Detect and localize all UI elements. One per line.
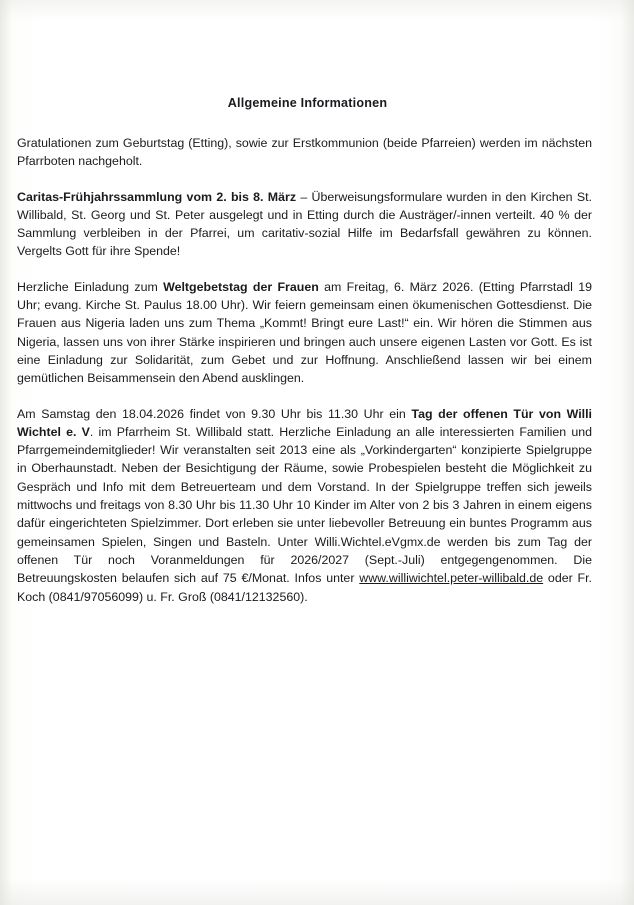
scan-edge-right (620, 0, 634, 905)
emphasis-text: Tag der offenen Tür von Willi Wichtel e. V (17, 406, 593, 439)
document-body (17, 134, 592, 606)
emphasis-text: Caritas-Frühjahrssammlung vom 2. bis 8. März (17, 189, 297, 204)
emphasis-text: Weltgebetstag der Frauen (163, 279, 319, 294)
body-text: . im Pfarrheim St. Willibald statt. Herzliche Einladung an alle interessierten Familien und Pfarrgemeindemitglieder! Wir veranstalten seit 2013 eine als „Vorkindergarten“ konzipierte Spielgruppe in Oberhaunstadt. Neben der Besichtigung der Räume, sowie Probespielen besteht die Möglichkeit zu Gespräch und Info mit dem Betreuerteam und dem Vorstand. In der Spielgruppe treffen sich jeweils mittwochs und freitags von 8.30 Uhr bis 11.30 Uhr 10 Kinder im Alter von 2 bis 3 Jahren in einem eigens dafür eingerichteten Spielzimmer. Dort erleben sie unter liebevoller Betreuung ein buntes Programm aus gemeinsamen Spielen, Singen und Basteln. Unter Willi.Wichtel.eVgmx.de werden bis zum Tag der offenen Tür noch Voranmeldungen für 2026/2027 (Sept.-Juli) entgegengenommen. Die Betreuungskosten belaufen sich auf 75 €/Monat. Infos unter (17, 424, 592, 586)
body-text: Gratulationen zum Geburtstag (Etting), sowie zur Erstkommunion (beide Pfarreien) werden im nächsten Pfarrboten nachgeholt. (17, 136, 592, 169)
body-text: am Freitag, 6. März 2026. (Etting Pfarrstadl 19 Uhr; evang. Kirche St. Paulus 18.00 Uhr). Wir feiern gemeinsam einen ökumenischen Gottesdienst. Die Frauen aus Nigeria laden uns zum Thema „Kommt! Bringt eure Last!“ ein. Wir hören die Stimmen aus Nigeria, lassen uns von ihrer Stärke inspirieren und bringen auch unsere eigenen Lasten vor Gott. Es ist eine Einladung zur Solidarität, zum Gebet und zur Hoffnung. Anschließend lassen wir bei einem gemütlichen Beisammensein den Abend ausklingen. (17, 279, 592, 386)
inline-link[interactable]: www.williwichtel.peter-willibald.de (359, 571, 544, 586)
body-text: Herzliche Einladung zum (17, 279, 164, 294)
scan-edge-top (0, 0, 634, 20)
body-text: – Überweisungsformulare wurden in den Kirchen St. Willibald, St. Georg und St. Peter ausgelegt und in Etting durch die Austräger/-innen verteilt. 40 % der Sammlung verbleiben in der Pfarrei, um caritativ-sozial Hilfe im Bedarfsfall gewähren zu können. Vergelts Gott für ihre Spende! (17, 189, 592, 259)
paragraph-tag-der-offenen-tuer (17, 405, 592, 606)
body-text: oder Fr. Koch (0841/97056099) u. Fr. Groß (0841/12132560). (17, 571, 592, 604)
paragraph-caritas-sammlung (17, 188, 592, 261)
scan-edge-bottom (0, 879, 634, 905)
body-text: Am Samstag den 18.04.2026 findet von 9.30 Uhr bis 11.30 Uhr ein (17, 406, 412, 421)
page-title: Allgemeine Informationen (227, 96, 388, 110)
paragraph-gratulationen (17, 134, 592, 171)
paragraph-weltgebetstag (17, 278, 592, 388)
scan-edge-left (0, 0, 12, 905)
